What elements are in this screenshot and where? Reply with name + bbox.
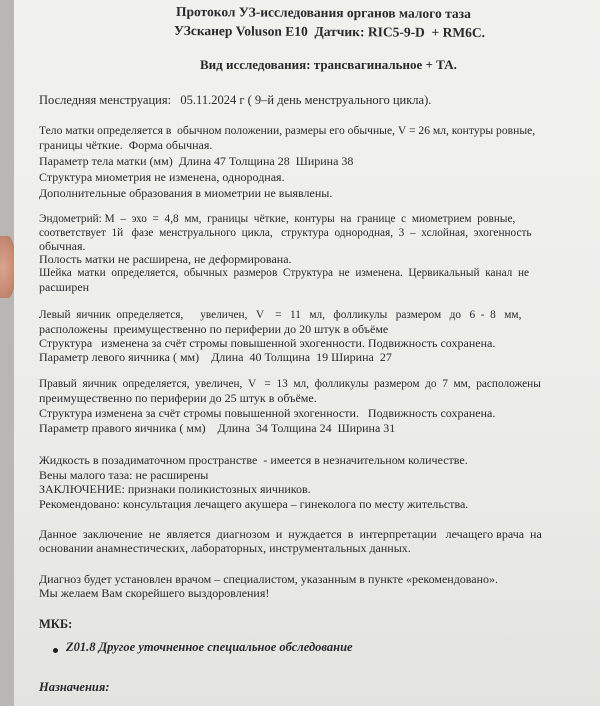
last-menstruation: Последняя менструация: 05.11.2024 г ( 9–й день менструального цикла). bbox=[39, 93, 432, 107]
mkb-item: Z01.8 Другое уточненное специальное обследование bbox=[66, 640, 353, 654]
conclusion-text: ЗАКЛЮЧЕНИЕ: признаки поликистозных яичников. bbox=[39, 482, 311, 496]
disclaimer-line: основании анамнестических, лабораторных, инструментальных данных. bbox=[39, 541, 411, 555]
endometrium-line: соответствует 1й фазе менструального цикла, структура однородная, 3 – хслойная, эхогенность bbox=[39, 227, 532, 239]
endometrium-line: обычная. bbox=[39, 239, 86, 253]
right-ovary-line: преимущественно по периферии до 25 штук в объёме. bbox=[39, 391, 317, 405]
recommendation: Рекомендовано: консультация лечащего акушера – гинеколога по месту жительства. bbox=[39, 497, 469, 511]
uterus-params: Параметр тела матки (мм) Длина 47 Толщина 28 Ширина 38 bbox=[39, 154, 354, 168]
endometrium-line: Полость матки не расширена, не деформирована. bbox=[39, 252, 292, 266]
exam-type: Вид исследования: трансвагинальное + ТА. bbox=[200, 57, 457, 72]
right-ovary-line: Структура изменена за счёт стромы повышенной эхогенности. Подвижность сохранена. bbox=[39, 406, 496, 420]
uterus-line: Тело матки определяется в обычном положении, размеры его обычные, V = 26 мл, контуры ровные, bbox=[39, 124, 536, 137]
document-page bbox=[14, 0, 600, 706]
left-ovary-params: Параметр левого яичника ( мм) Длина 40 Толщина 19 Ширина 27 bbox=[39, 350, 392, 364]
prescriptions-label: Назначения: bbox=[39, 680, 110, 694]
right-ovary-line: Правый яичник определяется, увеличен, V = 13 мл, фолликулы размером до 7 мм, расположены bbox=[39, 378, 541, 390]
left-ovary-line: Левый яичник определяется, увеличен, V = 11 мл, фолликулы размером до 6 - 8 мм, bbox=[39, 309, 522, 321]
uterus-line: Дополнительные образования в миометрии не выявлены. bbox=[39, 186, 333, 200]
pelvic-veins: Вены малого таза: не расширены bbox=[39, 468, 209, 482]
disclaimer-line: Данное заключение не является диагнозом и нуждается в интерпретации лечащего врача на bbox=[39, 527, 542, 541]
diagnosis-note-line: Диагноз будет установлен врачом – специалистом, указанным в пункте «рекомендовано». bbox=[39, 572, 499, 586]
diagnosis-note-line: Мы желаем Вам скорейшего выздоровления! bbox=[39, 586, 270, 600]
left-ovary-line: Структура изменена за счёт стромы повышенной эхогенности. Подвижность сохранена. bbox=[39, 336, 496, 350]
title-line-1: Протокол УЗ-исследования органов малого таза bbox=[175, 3, 471, 22]
endometrium-line: Эндометрий: М – эхо = 4,8 мм, границы чёткие, контуры на границе с миометрием ровные, bbox=[39, 213, 516, 225]
endometrium-line: Шейка матки определяется, обычных размеров Структура не изменена. Цервикальный канал не bbox=[39, 267, 530, 279]
bullet-icon bbox=[53, 648, 58, 653]
mkb-label: МКБ: bbox=[39, 617, 73, 631]
endometrium-line: расширен bbox=[39, 280, 90, 294]
pelvic-fluid: Жидкость в позадиматочном пространстве - имеется в незначительном количестве. bbox=[39, 453, 468, 467]
left-ovary-line: расположены преимущественно по периферии до 20 штук в объёме bbox=[39, 322, 389, 336]
title-line-2: УЗсканер Voluson E10 Датчик: RIC5-9-D + RM6C. bbox=[173, 22, 486, 41]
uterus-line: Структура миометрия не изменена, однородная. bbox=[39, 170, 285, 184]
uterus-line: границы чёткие. Форма обычная. bbox=[39, 138, 213, 152]
right-ovary-params: Параметр правого яичника ( мм) Длина 34 Толщина 24 Ширина 31 bbox=[39, 421, 396, 435]
